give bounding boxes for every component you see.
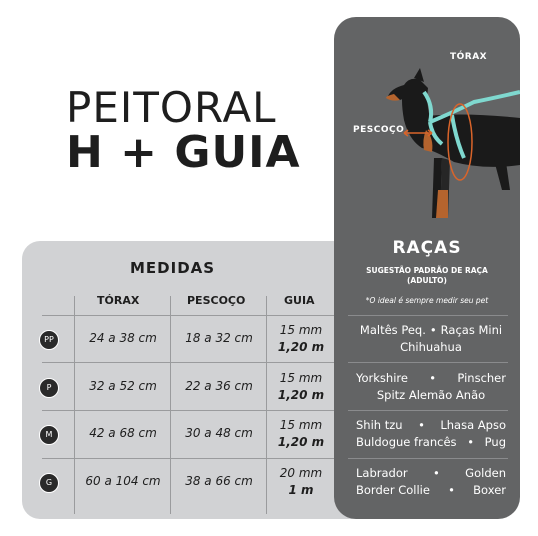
breeds-subtitle-line-1: SUGESTÃO PADRÃO DE RAÇA xyxy=(366,266,488,275)
breed-name: Pug xyxy=(484,435,506,449)
breed-name: Spitz Alemão Anão xyxy=(376,388,486,402)
size-badge-m: M xyxy=(39,425,59,445)
breed-name: Raças Mini xyxy=(440,323,503,337)
breed-name: Boxer xyxy=(473,483,506,497)
breed-name: Buldogue francês xyxy=(356,435,457,449)
guia-width: 15 mm xyxy=(279,371,323,385)
guia-width: 20 mm xyxy=(279,466,323,480)
breeds-cell xyxy=(356,370,506,404)
breed-separator: • xyxy=(418,418,425,432)
grid-line xyxy=(348,315,508,316)
guia-width: 15 mm xyxy=(279,418,323,432)
grid-line xyxy=(266,296,267,514)
breed-separator: • xyxy=(429,371,437,385)
breeds-subtitle xyxy=(334,266,520,286)
guia-length: 1,20 m xyxy=(277,340,325,354)
grid-line xyxy=(170,296,171,514)
breeds-title: RAÇAS xyxy=(392,238,462,258)
breeds-subtitle-line-2: (ADULTO) xyxy=(406,276,447,285)
breed-name: Yorkshire xyxy=(356,371,408,385)
guia-length: 1,20 m xyxy=(277,388,325,402)
breed-separator: • xyxy=(432,466,440,480)
column-header-guia: GUIA xyxy=(284,294,315,307)
grid-line xyxy=(348,458,508,459)
measures-title: MEDIDAS xyxy=(130,259,216,277)
torax-value: 42 a 68 cm xyxy=(89,426,157,440)
title-line-2: H + GUIA xyxy=(66,127,301,178)
size-badge-pp: PP xyxy=(39,330,59,350)
guia-value xyxy=(269,417,333,451)
guia-length: 1 m xyxy=(288,483,314,497)
breeds-note: *O ideal é sempre medir seu pet xyxy=(365,296,489,305)
size-badge-g: G xyxy=(39,473,59,493)
breed-name: Lhasa Apso xyxy=(440,418,506,432)
breed-separator: • xyxy=(467,435,474,449)
pescoco-value: 30 a 48 cm xyxy=(185,426,253,440)
torax-value: 60 a 104 cm xyxy=(85,474,161,488)
grid-line xyxy=(348,410,508,411)
pescoco-diagram-label: PESCOÇO xyxy=(353,125,405,135)
guia-value xyxy=(269,370,333,404)
breed-name: Pinscher xyxy=(457,371,506,385)
breed-name: Shih tzu xyxy=(356,418,403,432)
grid-line xyxy=(42,458,334,459)
breed-name: Maltês Peq. xyxy=(359,323,426,337)
guia-value xyxy=(269,322,333,356)
column-header-torax: TÓRAX xyxy=(97,294,140,307)
grid-line xyxy=(42,410,334,411)
guia-width: 15 mm xyxy=(279,323,323,337)
guia-value xyxy=(269,465,333,499)
dog-silhouette xyxy=(386,68,520,218)
torax-diagram-label: TÓRAX xyxy=(450,52,488,62)
breed-name: Labrador xyxy=(356,466,408,480)
title-line-1: PEITORAL xyxy=(66,83,277,132)
breeds-cell xyxy=(356,322,506,356)
pescoco-value: 18 a 32 cm xyxy=(185,331,253,345)
pescoco-value: 22 a 36 cm xyxy=(185,379,253,393)
breed-separator: • xyxy=(448,483,455,497)
breeds-cell xyxy=(356,465,506,499)
dog-harness-illustration xyxy=(334,40,520,230)
torax-value: 32 a 52 cm xyxy=(89,379,157,393)
breed-name: Chihuahua xyxy=(400,340,462,354)
breed-name: Golden xyxy=(465,466,506,480)
grid-line xyxy=(42,315,334,316)
size-badge-p: P xyxy=(39,378,59,398)
breed-separator: • xyxy=(429,323,437,337)
grid-line xyxy=(348,362,508,363)
guia-length: 1,20 m xyxy=(277,435,325,449)
column-header-pescoco: PESCOÇO xyxy=(187,294,246,307)
torax-value: 24 a 38 cm xyxy=(89,331,157,345)
breeds-cell xyxy=(356,417,506,451)
pescoco-value: 38 a 66 cm xyxy=(185,474,253,488)
grid-line xyxy=(42,362,334,363)
grid-line xyxy=(74,296,75,514)
breed-name: Border Collie xyxy=(356,483,430,497)
